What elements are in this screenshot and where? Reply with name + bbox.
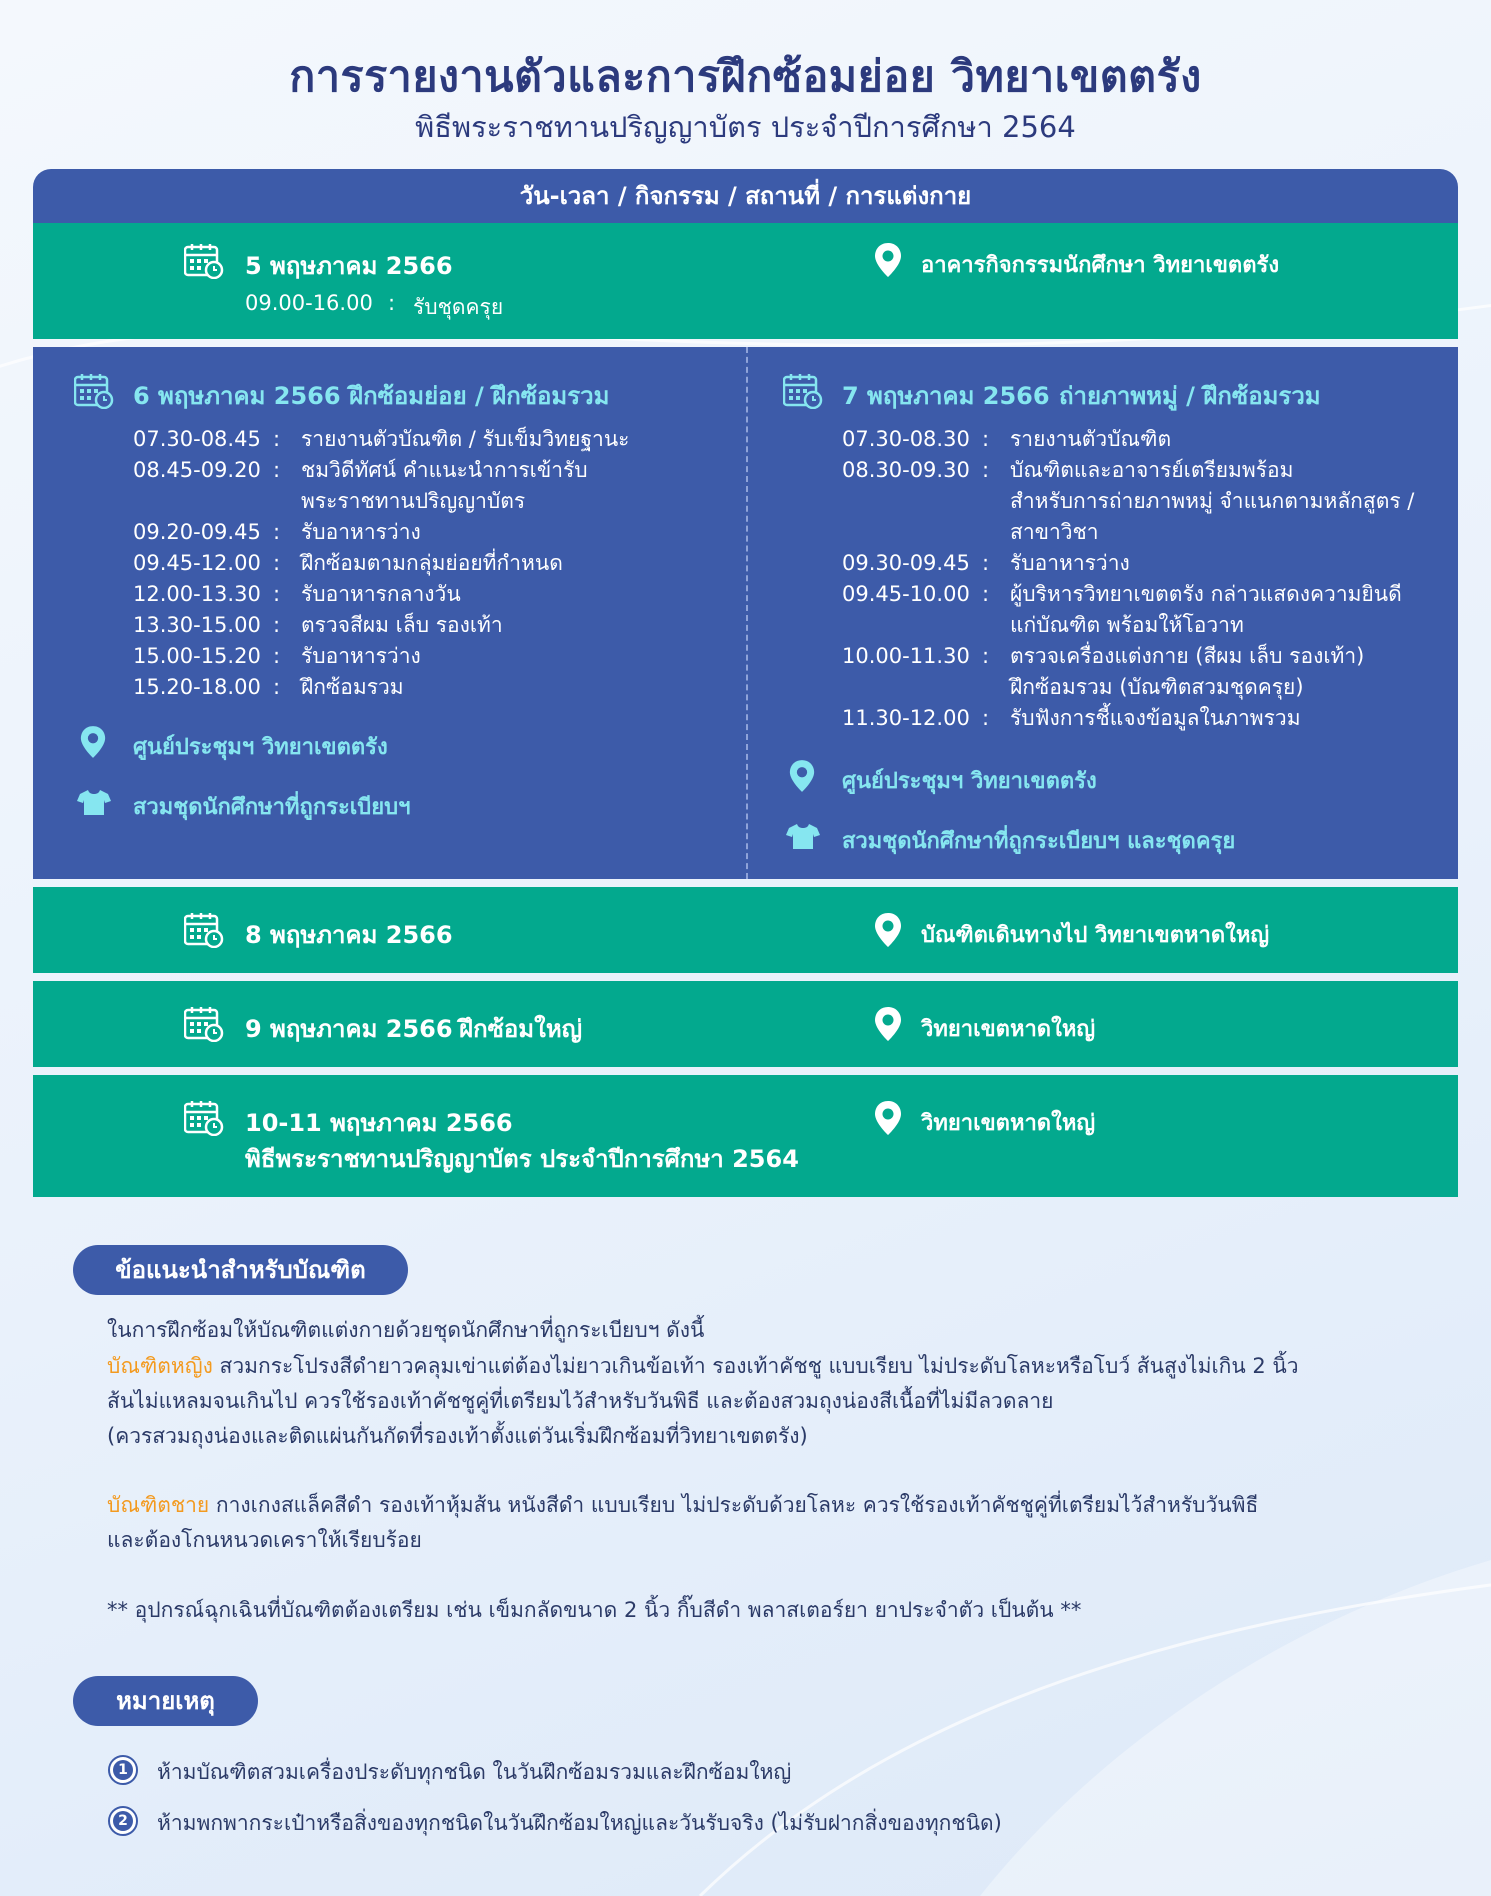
page-subtitle: พิธีพระราชทานปริญญาบัตร ประจำปีการศึกษา 2564 — [415, 110, 1076, 144]
date-may-9: 9 พฤษภาคม 2566 — [245, 1015, 453, 1043]
date-may-8: 8 พฤษภาคม 2566 — [245, 921, 453, 949]
shirt-icon — [786, 822, 820, 850]
row1-sep: : — [388, 291, 396, 315]
title-may-9: ฝึกซ้อมใหญ่ — [459, 1015, 583, 1043]
location-may-9: วิทยาเขตหาดใหญ่ — [921, 1017, 1096, 1042]
advice-female-line1: บัณฑิตหญิง สวมกระโปรงสีดำยาวคลุมเข่าแต่ต้องไม่ยาวเกินข้อเท้า รองเท้าคัชชู แบบเรียบ ไม่ประดับโลหะหรือโบว์ ส้นสูงไม่เกิน 2 นิ้ว — [107, 1354, 1299, 1378]
location-may-10-11: วิทยาเขตหาดใหญ่ — [921, 1111, 1096, 1136]
calendar-icon — [184, 243, 224, 279]
dress-may-6: สวมชุดนักศึกษาที่ถูกระเบียบฯ — [133, 795, 411, 820]
calendar-icon — [184, 1006, 224, 1042]
location-pin-icon — [873, 1005, 903, 1043]
advice-female-line2: ส้นไม่แหลมจนเกินไป ควรใช้รองเท้าคัชชูคู่ที่เตรียมไว้สำหรับวันพิธี และต้องสวมถุงน่องสีเนื้อที่ไม่มีลวดลาย — [107, 1389, 1054, 1413]
schedule-row-may-5 — [33, 223, 1458, 339]
advice-heading: ข้อแนะนำสำหรับบัณฑิต — [73, 1245, 408, 1295]
location-may-7: ศูนย์ประชุมฯ วิทยาเขตตรัง — [842, 769, 1097, 794]
date-may-7: 7 พฤษภาคม 2566 — [842, 382, 1050, 410]
schedule-table-header: วัน-เวลา / กิจกรรม / สถานที่ / การแต่งกาย — [33, 169, 1458, 223]
location-pin-icon — [873, 1099, 903, 1137]
calendar-icon — [184, 1100, 224, 1136]
advice-female-line3: (ควรสวมถุงน่องและติดแผ่นกันกัดที่รองเท้าตั้งแต่วันเริ่มฝึกซ้อมที่วิทยาเขตตรัง) — [107, 1424, 808, 1448]
row1-activity: รับชุดครุย — [413, 295, 504, 319]
note-item-2: ห้ามพกพากระเป๋าหรือสิ่งของทุกชนิดในวันฝึกซ้อมใหญ่และวันรับจริง (ไม่รับฝากสิ่งของทุกชนิด) — [157, 1811, 1002, 1835]
schedule-row-may-9 — [33, 981, 1458, 1067]
title-may-7: ถ่ายภาพหมู่ / ฝึกซ้อมรวม — [1059, 382, 1321, 410]
location-pin-icon — [873, 241, 903, 279]
male-label: บัณฑิตชาย — [107, 1493, 210, 1517]
location-pin-icon — [788, 758, 816, 794]
schedule-row-may-6-7: 6 พฤษภาคม 2566 ฝึกซ้อมย่อย / ฝึกซ้อมรวม 07.30-08.45 : รายงานตัวบัณฑิต / รับเข็มวิทยฐานะ 08.45-09.20 : ชมวิดีทัศน์ คำแนะนำการเข้ารับ พระราชทานปริญญาบัตร 09.20-09.45 : รับอาหารว่าง 09.45-12.00 : ฝึกซ้อมตามกลุ่มย่อยที่กำหนด 12.00-13.30 : รับอาหารกลางวัน 13.30-15.00 : ตรวจสีผม เล็บ รองเท้า 15.00-15.20 : รับอาหารว่าง 15.20-18.00 : ฝึกซ้อมรวม ศูนย์ประชุมฯ วิทยาเขตตรัง สวมชุดนักศึกษาที่ถูกระเบียบฯ 7 พฤษภาคม 2566 ถ่ายภาพหมู่ / ฝึกซ้อมรวม 07.30-08.30 : รายงานตัวบัณฑิต 08.30-09.30 : บัณฑิตและอาจารย์เตรียมพร้อม สำหรับการถ่ายภาพหมู่ จำแนกตามหลักสูตร / สาขาวิชา 09.30-09.45 : รับอาหารว่าง 09.45-10.00 : ผู้บริหารวิทยาเขตตรัง กล่าวแสดงความยินดี แก่บัณฑิต พร้อมให้โอวาท 10.00-11.30 : ตรวจเครื่องแต่งกาย (สีผม เล็บ รองเท้า) ฝึกซ้อมรวม (บัณฑิตสวมชุดครุย) 11.30-12.00 : รับฟังการชี้แจงข้อมูลในภาพรวม ศูนย์ประชุมฯ วิทยาเขตตรัง สวมชุดนักศึกษาที่ถูกระเบียบฯ และชุดครุย — [33, 347, 1458, 879]
notes-heading: หมายเหตุ — [73, 1676, 258, 1726]
location-may-6: ศูนย์ประชุมฯ วิทยาเขตตรัง — [133, 735, 388, 760]
calendar-icon — [783, 373, 823, 409]
location-pin-icon — [79, 724, 107, 760]
row1-time: 09.00-16.00 — [245, 291, 373, 315]
calendar-icon — [74, 373, 114, 409]
calendar-icon — [184, 912, 224, 948]
date-may-5: 5 พฤษภาคม 2566 — [245, 252, 453, 280]
schedule-row-may-10-11 — [33, 1075, 1458, 1197]
location-may-8: บัณฑิตเดินทางไป วิทยาเขตหาดใหญ่ — [921, 923, 1270, 948]
date-may-6: 6 พฤษภาคม 2566 — [133, 382, 341, 410]
location-pin-icon — [873, 911, 903, 949]
column-divider — [746, 347, 748, 879]
dress-may-7: สวมชุดนักศึกษาที่ถูกระเบียบฯ และชุดครุย — [842, 829, 1236, 854]
female-label: บัณฑิตหญิง — [107, 1354, 213, 1378]
title-may-6: ฝึกซ้อมย่อย / ฝึกซ้อมรวม — [349, 382, 610, 410]
advice-intro: ในการฝึกซ้อมให้บัณฑิตแต่งกายด้วยชุดนักศึกษาที่ถูกระเบียบฯ ดังนี้ — [107, 1318, 705, 1342]
advice-male-line2: และต้องโกนหนวดเคราให้เรียบร้อย — [107, 1528, 422, 1552]
note-item-1: ห้ามบัณฑิตสวมเครื่องประดับทุกชนิด ในวันฝึกซ้อมรวมและฝึกซ้อมใหญ่ — [157, 1760, 792, 1784]
page-title: การรายงานตัวและการฝึกซ้อมย่อย วิทยาเขตตรัง — [289, 52, 1202, 102]
location-may-5: อาคารกิจกรรมนักศึกษา วิทยาเขตตรัง — [921, 253, 1280, 278]
note-number-badge: 2 — [108, 1806, 138, 1836]
advice-emergency: ** อุปกรณ์ฉุกเฉินที่บัณฑิตต้องเตรียม เช่น เข็มกลัดขนาด 2 นิ้ว กิ๊บสีดำ พลาสเตอร์ยา ยาประจำตัว เป็นต้น ** — [107, 1598, 1082, 1622]
schedule-row-may-8 — [33, 887, 1458, 973]
date-may-10-11: 10-11 พฤษภาคม 2566 — [245, 1109, 513, 1137]
shirt-icon — [77, 788, 111, 816]
title-may-10-11: พิธีพระราชทานปริญญาบัตร ประจำปีการศึกษา 2564 — [245, 1145, 799, 1173]
advice-male-line1: บัณฑิตชาย กางเกงสแล็คสีดำ รองเท้าหุ้มส้น หนังสีดำ แบบเรียบ ไม่ประดับด้วยโลหะ ควรใช้รองเท้าคัชชูคู่ที่เตรียมไว้สำหรับวันพิธี — [107, 1493, 1259, 1517]
note-number-badge: 1 — [108, 1755, 138, 1785]
schedule-table — [33, 169, 1458, 1197]
